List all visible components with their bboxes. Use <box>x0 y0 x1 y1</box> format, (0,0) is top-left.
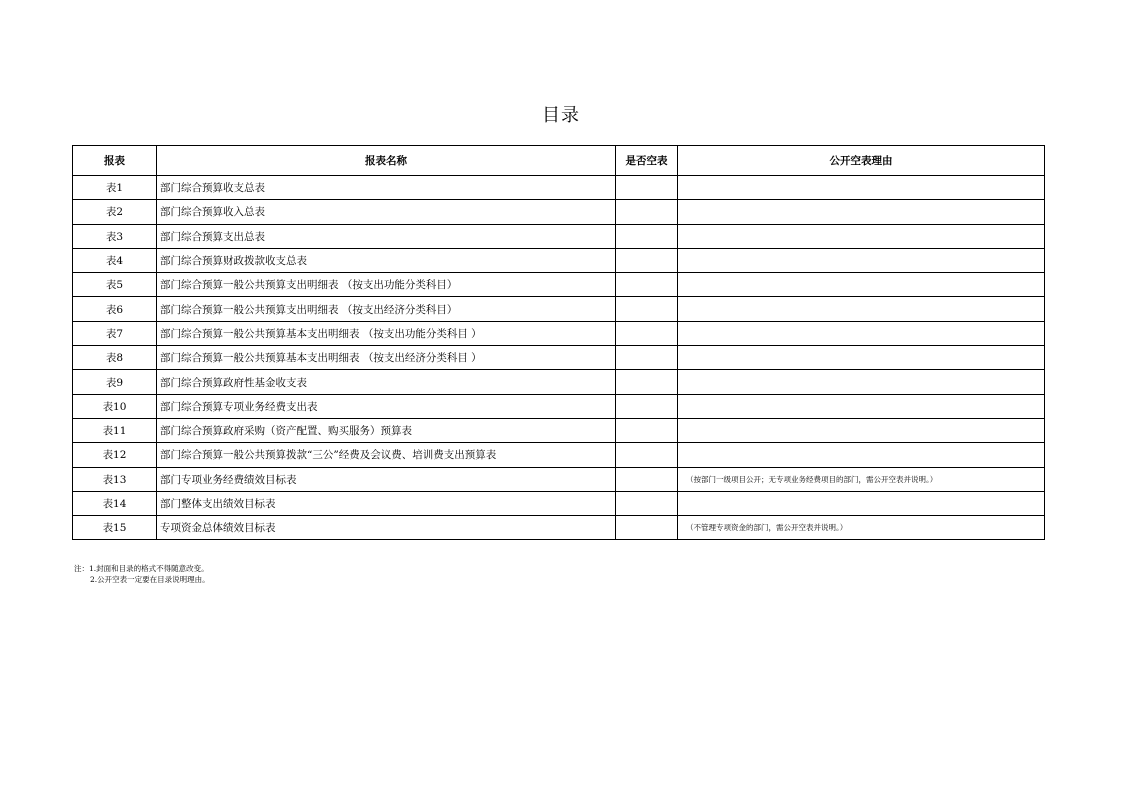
is-empty-cell <box>616 516 678 540</box>
table-row <box>73 273 1045 297</box>
report-name-cell: 部门综合预算政府性基金收支表 <box>157 370 616 394</box>
report-number-cell: 表15 <box>73 516 157 540</box>
table-header-row <box>73 146 1045 176</box>
table-row <box>73 321 1045 345</box>
report-number-cell: 表8 <box>73 346 157 370</box>
table-row <box>73 467 1045 491</box>
report-number-cell: 表1 <box>73 176 157 200</box>
is-empty-cell <box>616 443 678 467</box>
empty-reason-cell <box>678 297 1045 321</box>
header-is-empty: 是否空表 <box>616 146 678 176</box>
empty-reason-cell <box>678 491 1045 515</box>
empty-reason-cell <box>678 346 1045 370</box>
report-number-cell: 表10 <box>73 394 157 418</box>
empty-reason-cell <box>678 443 1045 467</box>
contents-table <box>72 145 1045 540</box>
empty-reason-cell: （按部门一级项目公开；无专项业务经费项目的部门，需公开空表并说明。） <box>678 467 1045 491</box>
report-name-cell: 部门综合预算一般公共预算拨款“三公”经费及会议费、培训费支出预算表 <box>157 443 616 467</box>
empty-reason-cell <box>678 248 1045 272</box>
report-name-cell: 部门整体支出绩效目标表 <box>157 491 616 515</box>
empty-reason-cell <box>678 418 1045 442</box>
empty-reason-cell <box>678 200 1045 224</box>
report-name-cell: 部门综合预算一般公共预算基本支出明细表 （按支出经济分类科目 ） <box>157 346 616 370</box>
is-empty-cell <box>616 370 678 394</box>
report-name-cell: 部门综合预算一般公共预算基本支出明细表 （按支出功能分类科目 ） <box>157 321 616 345</box>
table-row <box>73 443 1045 467</box>
report-number-cell: 表9 <box>73 370 157 394</box>
footnote-2: 2.公开空表一定要在目录说明理由。 <box>90 575 210 584</box>
table-row <box>73 394 1045 418</box>
empty-reason-cell <box>678 273 1045 297</box>
empty-reason-cell <box>678 321 1045 345</box>
report-name-cell: 部门综合预算财政拨款收支总表 <box>157 248 616 272</box>
table-row <box>73 297 1045 321</box>
footnotes <box>74 563 210 585</box>
table-row <box>73 248 1045 272</box>
table-row <box>73 418 1045 442</box>
table-row <box>73 224 1045 248</box>
empty-reason-cell <box>678 176 1045 200</box>
empty-reason-cell <box>678 224 1045 248</box>
header-report-name: 报表名称 <box>157 146 616 176</box>
header-report-no: 报表 <box>73 146 157 176</box>
footnote-1: 注：1.封面和目录的格式不得随意改变。 <box>74 564 209 573</box>
is-empty-cell <box>616 200 678 224</box>
report-name-cell: 部门综合预算支出总表 <box>157 224 616 248</box>
header-empty-reason: 公开空表理由 <box>678 146 1045 176</box>
report-name-cell: 部门专项业务经费绩效目标表 <box>157 467 616 491</box>
report-name-cell: 部门综合预算一般公共预算支出明细表 （按支出功能分类科目） <box>157 273 616 297</box>
table-row <box>73 516 1045 540</box>
report-number-cell: 表11 <box>73 418 157 442</box>
is-empty-cell <box>616 467 678 491</box>
report-number-cell: 表4 <box>73 248 157 272</box>
empty-reason-cell <box>678 370 1045 394</box>
table-row <box>73 491 1045 515</box>
report-number-cell: 表14 <box>73 491 157 515</box>
table-row <box>73 200 1045 224</box>
report-name-cell: 部门综合预算收支总表 <box>157 176 616 200</box>
is-empty-cell <box>616 248 678 272</box>
table-row <box>73 370 1045 394</box>
report-name-cell: 部门综合预算政府采购（资产配置、购买服务）预算表 <box>157 418 616 442</box>
is-empty-cell <box>616 346 678 370</box>
is-empty-cell <box>616 394 678 418</box>
table-row <box>73 346 1045 370</box>
report-number-cell: 表5 <box>73 273 157 297</box>
is-empty-cell <box>616 491 678 515</box>
empty-reason-cell: （不管理专项资金的部门，需公开空表并说明。） <box>678 516 1045 540</box>
is-empty-cell <box>616 418 678 442</box>
is-empty-cell <box>616 297 678 321</box>
is-empty-cell <box>616 273 678 297</box>
report-number-cell: 表6 <box>73 297 157 321</box>
report-number-cell: 表12 <box>73 443 157 467</box>
report-name-cell: 部门综合预算一般公共预算支出明细表 （按支出经济分类科目） <box>157 297 616 321</box>
report-name-cell: 专项资金总体绩效目标表 <box>157 516 616 540</box>
report-number-cell: 表7 <box>73 321 157 345</box>
report-number-cell: 表13 <box>73 467 157 491</box>
report-number-cell: 表3 <box>73 224 157 248</box>
report-name-cell: 部门综合预算收入总表 <box>157 200 616 224</box>
table-row <box>73 176 1045 200</box>
is-empty-cell <box>616 224 678 248</box>
is-empty-cell <box>616 176 678 200</box>
report-number-cell: 表2 <box>73 200 157 224</box>
page-title: 目录 <box>542 105 580 126</box>
is-empty-cell <box>616 321 678 345</box>
empty-reason-cell <box>678 394 1045 418</box>
report-name-cell: 部门综合预算专项业务经费支出表 <box>157 394 616 418</box>
